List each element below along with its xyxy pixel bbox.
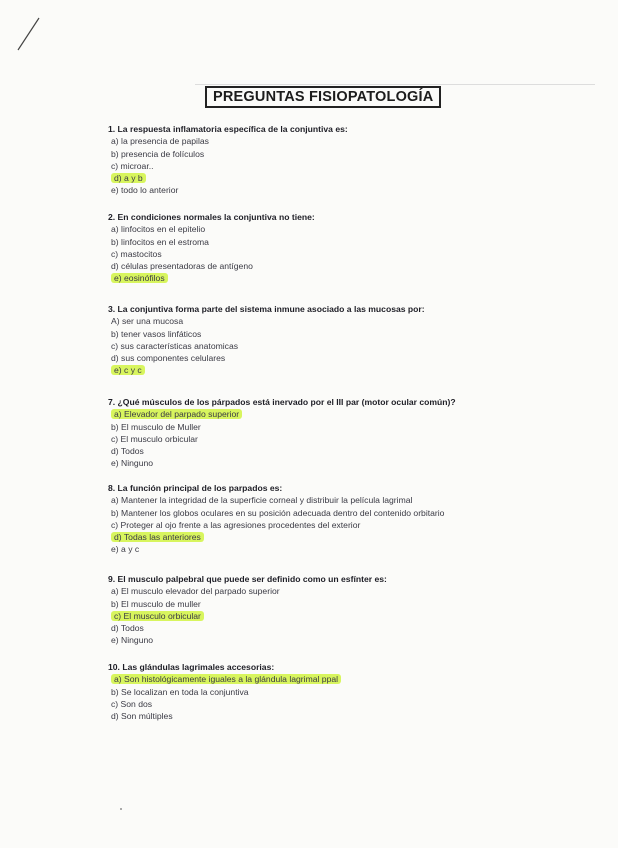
option: b) presencia de folículos: [111, 148, 205, 159]
option-highlighted: [108, 673, 341, 685]
question-title: 3. La conjuntiva forma parte del sistema inmune asociado a las mucosas por:: [108, 304, 425, 314]
option: a) la presencia de papilas: [111, 136, 209, 147]
option: d) Son múltiples: [111, 711, 173, 722]
option-highlighted: [108, 531, 444, 543]
question-8: [108, 482, 444, 556]
page-title: PREGUNTAS FISIOPATOLOGÍA: [205, 86, 441, 108]
question-10: [108, 661, 341, 722]
highlight-mark: a) Son histológicamente iguales a la glándula lagrimal ppal: [111, 674, 341, 684]
question-1: [108, 123, 348, 197]
option: c) mastocitos: [111, 248, 162, 259]
question-title: 7. ¿Qué músculos de los párpados está inervado por el III par (motor ocular común)?: [108, 397, 456, 407]
question-3: [108, 303, 425, 377]
option: a) linfocitos en el epitelio: [111, 224, 206, 235]
highlight-mark: e) eosinófilos: [111, 273, 168, 283]
option: b) tener vasos linfáticos: [111, 328, 202, 339]
option: e) a y c: [111, 544, 140, 555]
option: c) Proteger al ojo frente a las agresiones procedentes del exterior: [111, 519, 361, 530]
option-highlighted: [108, 610, 387, 622]
option: b) El musculo de muller: [111, 598, 201, 609]
option: d) sus componentes celulares: [111, 353, 226, 364]
option: d) Todos: [111, 446, 144, 457]
option: c) Son dos: [111, 698, 153, 709]
question-title: 2. En condiciones normales la conjuntiva no tiene:: [108, 212, 315, 222]
highlight-mark: e) c y c: [111, 365, 145, 375]
highlight-mark: d) Todas las anteriores: [111, 532, 204, 542]
option: a) El musculo elevador del parpado superior: [111, 586, 280, 597]
option-highlighted: [108, 364, 425, 376]
option: c) microar..: [111, 160, 154, 171]
option: a) Mantener la integridad de la superficie corneal y distribuir la película lagrimal: [111, 495, 413, 506]
option-highlighted: [108, 172, 348, 184]
question-title: 8. La función principal de los parpados es:: [108, 483, 283, 493]
question-7: [108, 396, 456, 470]
question-title: 9. El musculo palpebral que puede ser definido como un esfínter es:: [108, 574, 387, 584]
option: c) sus características anatomicas: [111, 340, 239, 351]
option: d) Todos: [111, 623, 144, 634]
option: e) Ninguno: [111, 635, 154, 646]
scan-line: [195, 84, 595, 85]
pen-stroke-mark: [14, 14, 44, 54]
scan-speck: [120, 808, 122, 810]
question-9: [108, 573, 387, 647]
question-title: 1. La respuesta inflamatoria específica de la conjuntiva es:: [108, 124, 348, 134]
highlight-mark: a) Elevador del parpado superior: [111, 409, 242, 419]
option: b) El musculo de Muller: [111, 421, 201, 432]
option: b) Mantener los globos oculares en su posición adecuada dentro del contenido orbitario: [111, 507, 445, 518]
option: d) células presentadoras de antígeno: [111, 261, 253, 272]
option: A) ser una mucosa: [111, 316, 184, 327]
question-2: [108, 211, 315, 285]
option-highlighted: [108, 272, 315, 284]
option: e) todo lo anterior: [111, 185, 179, 196]
highlight-mark: d) a y b: [111, 173, 146, 183]
option: b) linfocitos en el estroma: [111, 236, 209, 247]
option: c) El musculo orbicular: [111, 433, 198, 444]
question-title: 10. Las glándulas lagrimales accesorias:: [108, 662, 275, 672]
option: b) Se localizan en toda la conjuntiva: [111, 686, 249, 697]
option-highlighted: [108, 408, 456, 420]
highlight-mark: c) El musculo orbicular: [111, 611, 204, 621]
option: e) Ninguno: [111, 458, 154, 469]
